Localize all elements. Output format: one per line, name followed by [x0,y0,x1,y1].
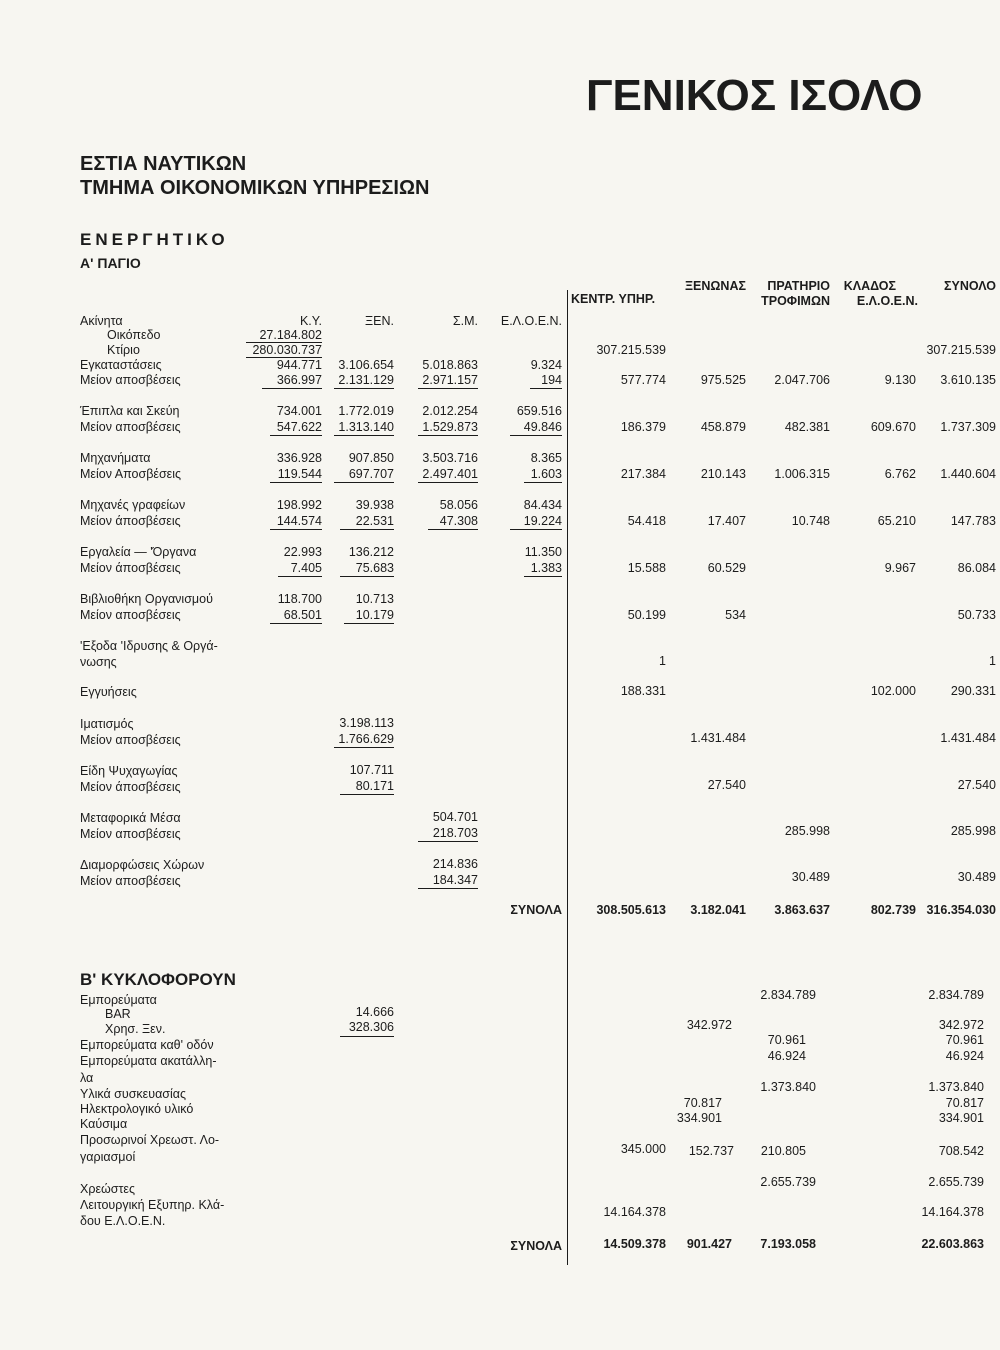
value-apos-ergaleia-xen: 75.683 [355,561,394,575]
rule-apos3-xen [334,482,394,483]
value-emporevmata-synolo: 2.834.789 [928,988,984,1002]
label-metaforika: Μεταφορικά Μέσα [80,811,181,825]
value-apos-egkat-xenonas: 975.525 [700,373,746,387]
value-apos-epipla-pratirio: 482.381 [784,420,830,434]
value-exoda-synolo: 1 [989,654,996,668]
label-apos-mixanimata: Μείον Αποσβέσεις [80,467,182,481]
label-psyxagogia: Είδη Ψυχαγωγίας [80,764,178,778]
header-synolo: ΣΥΝΟΛΟ [944,279,996,293]
label-apos-mgraf: Μείον άποσβέσεις [80,514,181,528]
value-leitourgiki-synolo: 14.164.378 [921,1205,984,1219]
value-mgraf-ky: 198.992 [276,498,322,512]
value-apos-mixanimata-synolo: 1.440.604 [940,467,996,481]
value-apos-metaforika-synolo: 285.998 [950,824,996,838]
value-prosorinoi-kentr: 345.000 [620,1142,666,1156]
rule-xrisi-xen [340,1036,394,1037]
value-vivlio-xen: 10.713 [355,592,394,606]
label-ylika-syskevasias: Υλικά συσκευασίας [80,1087,187,1101]
label-engyiseis: Εγγυήσεις [80,685,137,699]
current-total-pratirio: 7.193.058 [760,1237,816,1251]
value-apos-epipla-xenonas: 458.879 [700,420,746,434]
label-epipla: Έπιπλα και Σκεύη [80,404,180,418]
label-prosorinoi-1: Προσωρινοί Χρεωστ. Λο- [80,1133,220,1147]
value-apos-epipla-ky: 547.622 [276,420,322,434]
value-engyiseis-klados: 102.000 [870,684,916,698]
value-exoda-kentr: 1 [659,654,666,668]
org-name: ΕΣΤΙΑ ΝΑΥΤΙΚΩΝ [80,153,247,175]
value-kath-odon-pratirio: 70.961 [767,1033,806,1047]
value-apos-imatismos-synolo: 1.431.484 [940,731,996,745]
value-apos-egkat-ky: 366.997 [276,373,322,387]
fixed-total-pratirio: 3.863.637 [774,903,830,917]
rule-apos8-xen [340,794,394,795]
value-apos-mgraf-pratirio: 10.748 [791,514,830,528]
value-kafsima-xenonas: 334.901 [676,1111,722,1125]
rule-apos3-ky [270,482,322,483]
label-apos-imatismos: Μείον αποσβέσεις [80,733,181,747]
label-diamorfoseis: Διαμορφώσεις Χώρων [80,858,205,872]
rule-apos4-xen [340,529,394,530]
header-kentr: ΚΕΝΤΡ. ΥΠΗΡ. [571,292,656,306]
label-apos-vivlio: Μείον αποσβέσεις [80,608,181,622]
value-ktirio-ky: 280.030.737 [252,343,322,357]
value-xrisi-xen: 328.306 [348,1020,394,1034]
label-leitourgiki-2: δου Ε.Λ.Ο.Ε.Ν. [80,1214,166,1228]
value-epipla-sm: 2.012.254 [422,404,478,418]
value-ilektrologiko-xenonas: 70.817 [683,1096,722,1110]
value-epipla-ky: 734.001 [276,404,322,418]
rule-apos5-ky [278,576,322,577]
value-apos-vivlio-kentr: 50.199 [627,608,666,622]
label-xrisi-xen: Χρησ. Ξεν. [105,1022,166,1036]
value-apos-diamorfoseis-sm: 184.347 [432,873,478,887]
value-apos-mixanimata-xenonas: 210.143 [700,467,746,481]
value-egkat-xen: 3.106.654 [338,358,394,372]
header-klados-2: Ε.Λ.Ο.Ε.Ν. [856,294,918,308]
label-apos-ergaleia: Μείον άποσβέσεις [80,561,181,575]
value-apos-ergaleia-xenonas: 60.529 [707,561,746,575]
label-oikopedo: Οικόπεδο [107,328,161,342]
value-ilektrologiko-synolo: 70.817 [945,1096,984,1110]
value-ylika-synolo: 1.373.840 [928,1080,984,1094]
rule-apos3-sm [418,482,478,483]
fixed-total-klados: 802.739 [870,903,916,917]
value-apos-imatismos-xen: 1.766.629 [338,732,394,746]
value-apos-mixanimata-klados: 6.762 [884,467,916,481]
rule-apos1-sm [418,388,478,389]
value-mixanimata-sm: 3.503.716 [422,451,478,465]
value-vivlio-ky: 118.700 [277,592,322,606]
value-epipla-xen: 1.772.019 [338,404,394,418]
label-apos-psyxagogia: Μείον άποσβέσεις [80,780,181,794]
rule-apos10-sm [418,888,478,889]
value-apos-psyxagogia-xenonas: 27.540 [707,778,746,792]
value-oikopedo-ky: 27.184.802 [259,328,322,342]
value-ktirio-kentr: 307.215.539 [596,343,666,357]
value-mixanimata-eloen: 8.365 [530,451,562,465]
value-apos-vivlio-synolo: 50.733 [957,608,996,622]
value-apos-epipla-kentr: 186.379 [620,420,666,434]
label-imatismos: Ιματισμός [80,717,134,731]
label-bar: BAR [105,1007,131,1021]
value-mixanimata-ky: 336.928 [276,451,322,465]
label-ergaleia: Εργαλεία — 'Όργανα [80,545,197,559]
value-apos-egkat-pratirio: 2.047.706 [774,373,830,387]
current-total-xenonas: 901.427 [686,1237,732,1251]
value-akatallila-pratirio: 46.924 [767,1049,806,1063]
header-xenonas: ΞΕΝΩΝΑΣ [685,279,746,293]
label-mixanes-grafeion: Μηχανές γραφείων [80,498,186,512]
value-kath-odon-synolo: 70.961 [945,1033,984,1047]
rule-apos9-sm [418,841,478,842]
value-apos-mgraf-xen: 22.531 [355,514,394,528]
current-total-kentr: 14.509.378 [603,1237,666,1251]
value-apos-vivlio-xenonas: 534 [725,608,746,622]
value-apos-egkat-eloen: 194 [541,373,562,387]
value-prosorinoi-pratirio: 210.805 [760,1144,806,1158]
value-apos-ergaleia-ky: 7.405 [290,561,322,575]
value-psyxagogia-xen: 107.711 [349,763,394,777]
header-xen: ΞΕΝ. [365,314,394,328]
value-apos-vivlio-ky: 68.501 [283,608,322,622]
label-apos-metaforika: Μείον αποσβέσεις [80,827,181,841]
value-egkat-sm: 5.018.863 [422,358,478,372]
value-ktirio-synolo: 307.215.539 [926,343,996,357]
header-eloen: Ε.Λ.Ο.Ε.Ν. [500,314,562,328]
value-apos-egkat-sm: 2.971.157 [422,373,478,387]
header-sm: Σ.Μ. [452,314,478,328]
value-apos-egkat-klados: 9.130 [884,373,916,387]
value-apos-imatismos-xenonas: 1.431.484 [690,731,746,745]
rule-apos4-sm [428,529,478,530]
value-akatallila-synolo: 46.924 [945,1049,984,1063]
fixed-total-xenonas: 3.182.041 [690,903,746,917]
value-xreostes-pratirio: 2.655.739 [760,1175,816,1189]
value-imatismos-xen: 3.198.113 [339,716,394,730]
rule-apos7-xen [334,747,394,748]
value-apos-psyxagogia-synolo: 27.540 [957,778,996,792]
value-prosorinoi-synolo: 708.542 [938,1144,984,1158]
value-kafsima-synolo: 334.901 [938,1111,984,1125]
value-apos-epipla-synolo: 1.737.309 [940,420,996,434]
rule-apos5-xen [340,576,394,577]
value-apos-ergaleia-klados: 9.967 [884,561,916,575]
value-ergaleia-ky: 22.993 [283,545,322,559]
value-apos-mixanimata-kentr: 217.384 [620,467,666,481]
label-leitourgiki-1: Λειτουργική Εξυπηρ. Κλά- [80,1198,225,1212]
value-egkat-ky: 944.771 [276,358,322,372]
label-prosorinoi-2: γαριασμοί [80,1150,136,1164]
section-fixed-heading: Α' ΠΑΓΙΟ [80,255,141,271]
value-apos-ergaleia-kentr: 15.588 [627,561,666,575]
value-apos-egkat-kentr: 577.774 [620,373,666,387]
section-assets-heading: ΕΝΕΡΓΗΤΙΚΟ [80,230,229,249]
value-mgraf-sm: 58.056 [439,498,478,512]
value-apos-mgraf-klados: 65.210 [877,514,916,528]
label-akatallila-2: λα [80,1071,94,1085]
value-emporevmata-pratirio: 2.834.789 [760,988,816,1002]
rule-apos2-xen [334,435,394,436]
value-metaforika-sm: 504.701 [432,810,478,824]
value-apos-mixanimata-sm: 2.497.401 [422,467,478,481]
value-apos-mgraf-xenonas: 17.407 [707,514,746,528]
value-apos-mgraf-kentr: 54.418 [627,514,666,528]
value-mgraf-xen: 39.938 [355,498,394,512]
value-apos-mgraf-eloen: 19.224 [523,514,562,528]
fixed-totals-label: ΣΥΝΟΛΑ [510,903,562,917]
value-engyiseis-kentr: 188.331 [620,684,666,698]
label-emporevmata: Εμπορεύματα [80,993,157,1007]
value-apos-metaforika-sm: 218.703 [432,826,478,840]
value-apos-diamorfoseis-pratirio: 30.489 [791,870,830,884]
value-apos-mgraf-synolo: 147.783 [950,514,996,528]
value-apos-ergaleia-synolo: 86.084 [957,561,996,575]
value-diamorfoseis-sm: 214.836 [432,857,478,871]
label-akinita: Ακίνητα [80,314,123,328]
rule-apos1-eloen [530,388,562,389]
value-apos-epipla-sm: 1.529.873 [422,420,478,434]
value-apos-mixanimata-eloen: 1.603 [530,467,562,481]
rule-apos2-sm [418,435,478,436]
value-xrisi-synolo: 342.972 [938,1018,984,1032]
rule-oikopedo [246,342,322,343]
value-leitourgiki-kentr: 14.164.378 [603,1205,666,1219]
label-apos-egkat: Μείον αποσβέσεις [80,373,181,387]
value-apos-metaforika-pratirio: 285.998 [784,824,830,838]
label-kafsima: Καύσιμα [80,1117,128,1131]
rule-apos6-xen [344,623,394,624]
label-akatallila-1: Εμπορεύματα ακατάλλη- [80,1054,217,1068]
value-apos-egkat-xen: 2.131.129 [338,373,394,387]
value-apos-mixanimata-ky: 119.544 [277,467,322,481]
header-pratirio-2: ΤΡΟΦΙΜΩΝ [761,294,830,308]
value-xrisi-xenonas: 342.972 [686,1018,732,1032]
value-ergaleia-eloen: 11.350 [524,545,562,559]
fixed-total-kentr: 308.505.613 [596,903,666,917]
current-totals-label: ΣΥΝΟΛΑ [510,1239,562,1253]
rule-apos5-eloen [524,576,562,577]
rule-apos4-ky [270,529,322,530]
value-mixanimata-xen: 907.850 [348,451,394,465]
rule-apos6-ky [270,623,322,624]
header-klados-1: ΚΛΑΔΟΣ [843,279,896,293]
rule-apos2-eloen [510,435,562,436]
rule-apos2-ky [270,435,322,436]
rule-apos3-eloen [524,482,562,483]
label-kath-odon: Εμπορεύματα καθ' οδόν [80,1038,214,1052]
value-apos-egkat-synolo: 3.610.135 [940,373,996,387]
section-current-heading: Β' ΚΥΚΛΟΦΟΡΟΥΝ [80,970,236,989]
rule-apos1-ky [262,388,322,389]
fixed-total-synolo: 316.354.030 [926,903,996,917]
value-apos-mixanimata-xen: 697.707 [348,467,394,481]
rule-apos4-eloen [510,529,562,530]
org-department: ΤΜΗΜΑ ΟΙΚΟΝΟΜΙΚΩΝ ΥΠΗΡΕΣΙΩΝ [80,177,430,199]
value-epipla-eloen: 659.516 [516,404,562,418]
value-apos-diamorfoseis-synolo: 30.489 [957,870,996,884]
label-exoda-idrysis-1: 'Εξοδα 'Ιδρυσης & Οργά- [80,639,218,653]
label-egkatastaseis: Εγκαταστάσεις [80,358,162,372]
value-apos-ergaleia-eloen: 1.383 [530,561,562,575]
label-vivliothiki: Βιβλιοθήκη Οργανισμού [80,592,213,606]
value-apos-epipla-klados: 609.670 [870,420,916,434]
column-divider [567,290,568,1265]
value-mgraf-eloen: 84.434 [523,498,562,512]
value-engyiseis-synolo: 290.331 [950,684,996,698]
value-apos-mgraf-sm: 47.308 [439,514,478,528]
value-apos-epipla-xen: 1.313.140 [338,420,394,434]
rule-ktirio [246,357,322,358]
value-ergaleia-xen: 136.212 [348,545,394,559]
value-ylika-pratirio: 1.373.840 [760,1080,816,1094]
label-ktirio: Κτίριο [107,343,140,357]
value-apos-mgraf-ky: 144.574 [276,514,322,528]
value-bar-xen: 14.666 [355,1005,394,1019]
value-apos-psyxagogia-xen: 80.171 [355,779,394,793]
rule-apos1-xen [334,388,394,389]
value-apos-vivlio-xen: 10.179 [355,608,394,622]
value-xreostes-synolo: 2.655.739 [928,1175,984,1189]
header-pratirio-1: ΠΡΑΤΗΡΙΟ [767,279,830,293]
current-total-synolo: 22.603.863 [921,1237,984,1251]
header-ky: Κ.Υ. [299,314,322,328]
page-title: ΓΕΝΙΚΟΣ ΙΣΟΛΟ [586,71,923,120]
label-exoda-idrysis-2: νωσης [80,655,117,669]
label-apos-diamorfoseis: Μείον αποσβέσεις [80,874,181,888]
label-ilektrologiko: Ηλεκτρολογικό υλικό [80,1102,194,1116]
value-apos-epipla-eloen: 49.846 [523,420,562,434]
label-apos-epipla: Μείον αποσβέσεις [80,420,181,434]
value-apos-mixanimata-pratirio: 1.006.315 [774,467,830,481]
value-prosorinoi-xenonas: 152.737 [688,1144,734,1158]
label-xreostes: Χρεώστες [80,1182,136,1196]
value-egkat-eloen: 9.324 [530,358,562,372]
label-mixanimata: Μηχανήματα [80,451,151,465]
